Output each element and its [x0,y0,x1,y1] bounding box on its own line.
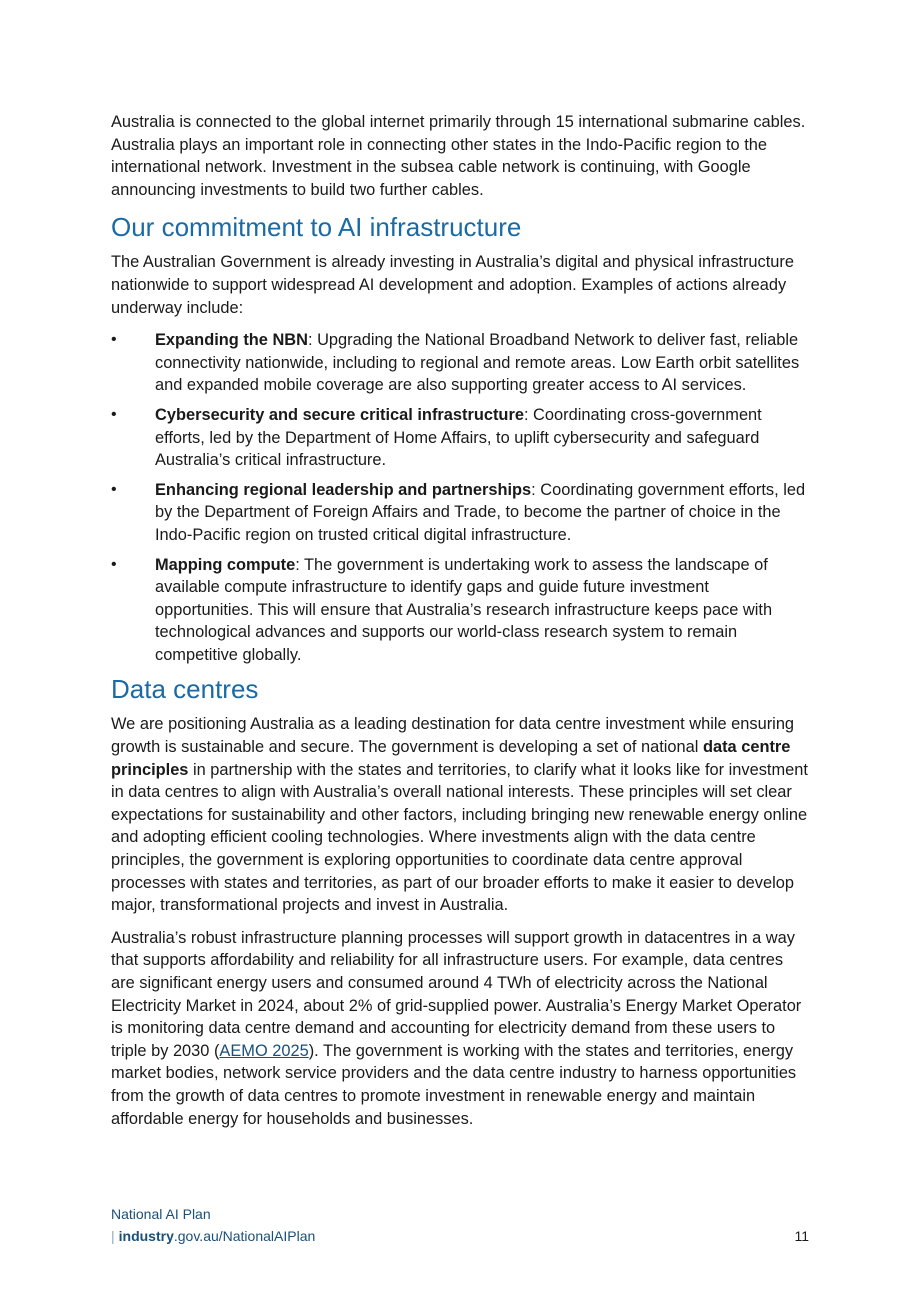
paragraph-text: ). The government is working with the states and territories, energy market bodies, network service providers and the data centre industry to harness opportunities from the growth of data centres to promote investment in renewable energy and maintain affordable energy for households and businesses. [111,1041,797,1128]
actions-list [111,329,811,666]
data-centres-paragraph-2 [111,927,811,1130]
data-centres-paragraph-1 [111,713,811,916]
footer-url-rest: .gov.au/NationalAIPlan [173,1228,316,1244]
divider-bar: | [111,1228,115,1244]
list-item-title: Enhancing regional leadership and partnerships [155,480,532,499]
page-number: 11 [794,1228,809,1244]
list-item [111,329,811,397]
list-item-title: Mapping compute [155,555,296,574]
paragraph-text: Australia’s robust infrastructure planning processes will support growth in datacentres in a way that supports affordability and reliability for all infrastructure users. For example, data centres are significant energy users and consumed around 4 TWh of electricity across the National Electricity Market in 2024, about 2% of grid-supplied power. Australia’s Energy Market Operator is monitoring data centre demand and accounting for electricity demand from these users to triple by 2030 ( [111,928,802,1060]
paragraph-text: We are positioning Australia as a leading destination for data centre investment while ensuring growth is sustainable and secure. The government is developing a set of national [111,715,795,757]
bullet-icon: • [111,405,117,423]
intro-paragraph: Australia is connected to the global internet primarily through 15 international submarine cables. Australia plays an important role in connecting other states in the Indo-Pacific region to the international network. Investment in the subsea cable network is continuing, with Google announcing investments to build two further cables. [111,113,806,199]
page-content [111,111,811,1140]
footer-url[interactable] [111,1224,315,1248]
list-item [111,404,811,472]
bullet-icon: • [111,331,117,349]
bullet-icon: • [111,555,117,573]
aemo-2025-link[interactable]: AEMO 2025 [219,1041,309,1060]
section-heading-data-centres: Data centres [111,674,259,705]
list-item-title: Cybersecurity and secure critical infrastructure [155,405,524,424]
bullet-icon: • [111,480,117,498]
list-item-text: : The government is undertaking work to assess the landscape of available compute infrastructure to identify gaps and guide future investment opportunities. This will ensure that Australia’s research infrastructure keeps pace with technological advances and supports our world-class research system to remain competitive globally. [155,555,773,664]
footer-title: National AI Plan [111,1206,211,1222]
ai-infrastructure-paragraph: The Australian Government is already investing in Australia’s digital and physical infrastructure nationwide to support widespread AI development and adoption. Examples of actions already underway include: [111,253,794,317]
list-item [111,479,811,547]
section-heading-ai-infrastructure: Our commitment to AI infrastructure [111,212,522,243]
list-item-text: : Coordinating government efforts, led by the Department of Foreign Affairs and Trade, to become the partner of choice in the Indo-Pacific region on trusted critical digital infrastructure. [155,480,806,544]
list-item-text: : Coordinating cross-government efforts, led by the Department of Home Affairs, to uplift cybersecurity and safeguard Australia’s critical infrastructure. [155,405,762,470]
list-item [111,554,811,667]
footer-url-bold: industry [118,1228,174,1244]
list-item-title: Expanding the NBN [155,331,308,350]
list-item-text: : Upgrading the National Broadband Network to deliver fast, reliable connectivity nationwide, including to regional and remote areas. Low Earth orbit satellites and expanded mobile coverage are also supporting greater access to AI services. [155,331,800,395]
paragraph-text: in partnership with the states and territories, to clarify what it looks like for investment in data centres to align with Australia’s overall national interests. These principles will set clear expectations for sustainability and other factors, including bringing new renewable energy online and adopting efficient cooling technologies. Where investments align with the data centre principles, the government is exploring opportunities to coordinate data centre approval processes with states and territories, as part of our broader efforts to make it easier to develop major, transformational projects and invest in Australia. [111,760,808,915]
page-footer [111,1204,809,1248]
data-centre-principles-bold: data centre principles [111,738,791,779]
